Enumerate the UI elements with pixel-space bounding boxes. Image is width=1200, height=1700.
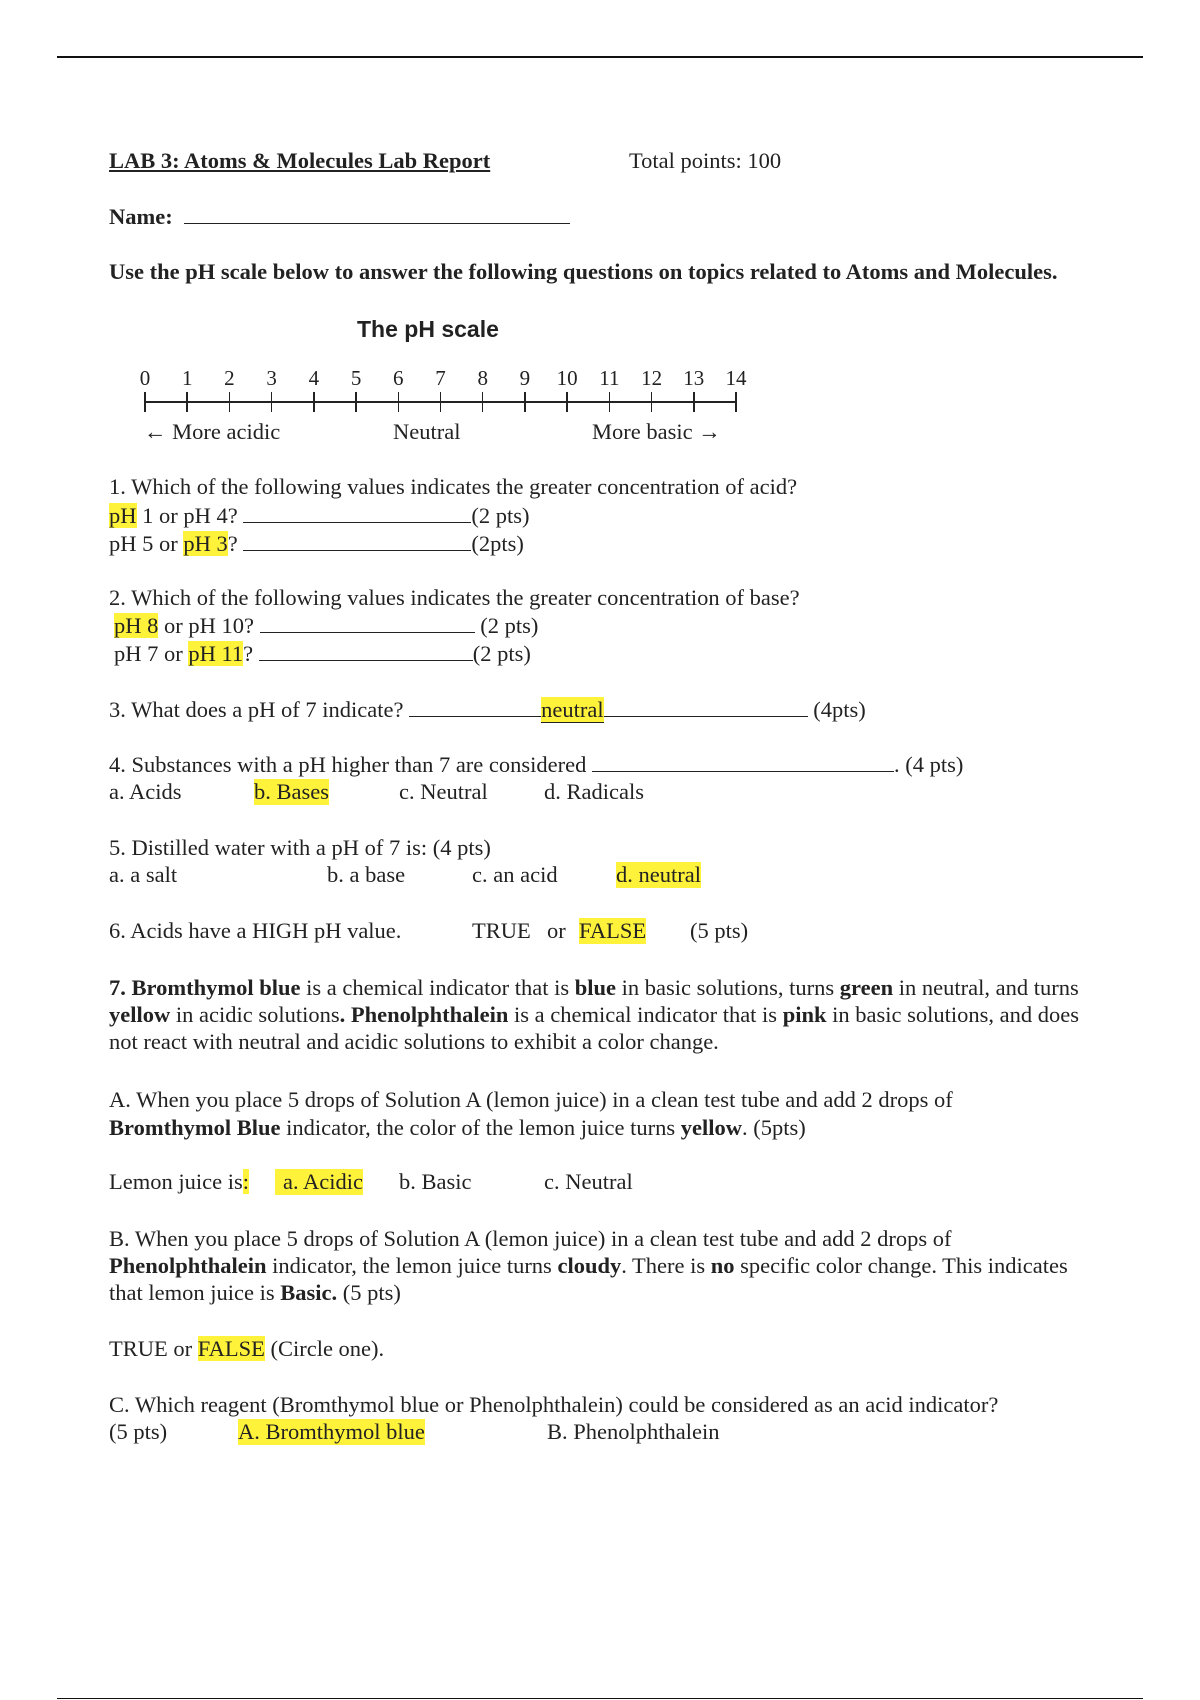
q4-pts: . (4 pts) bbox=[894, 752, 964, 777]
q1-row2-qmark: ? bbox=[227, 531, 238, 556]
q7-green: green bbox=[839, 975, 894, 1000]
qA-option-c[interactable]: c. Neutral bbox=[544, 1169, 633, 1194]
q2-row2-answer-line[interactable] bbox=[259, 640, 473, 661]
q4-row bbox=[109, 751, 963, 778]
qC-prompt: C. Which reagent (Bromthymol blue or Phenolphthalein) could be considered as an acid indicator? bbox=[109, 1392, 999, 1417]
q4-prompt: 4. Substances with a pH higher than 7 are considered bbox=[109, 752, 587, 777]
ph-scale-number: 10 bbox=[556, 366, 578, 390]
qC-option-a[interactable]: A. Bromthymol blue bbox=[238, 1419, 425, 1444]
q6-false[interactable]: FALSE bbox=[579, 918, 647, 943]
q1-row1-text: 1 or pH 4? bbox=[136, 503, 238, 528]
q3-answer: neutral bbox=[541, 697, 604, 722]
ph-scale-tick bbox=[609, 392, 611, 412]
ph-scale-tick bbox=[355, 392, 357, 412]
qC-option-b[interactable]: B. Phenolphthalein bbox=[547, 1419, 720, 1444]
ph-scale-number: 3 bbox=[266, 366, 277, 390]
ph-scale-right-label: More basic → bbox=[592, 419, 721, 444]
q2-row2-highlight: pH 11 bbox=[188, 641, 244, 666]
q7-text-4: in acidic solutions bbox=[170, 1002, 340, 1027]
qB-text-5: (5 pts) bbox=[337, 1280, 401, 1305]
qA-text-3: . (5pts) bbox=[741, 1115, 806, 1140]
q1-row1-answer-line[interactable] bbox=[243, 502, 471, 523]
q1-row2-text: pH 5 or bbox=[109, 531, 184, 556]
qB-phenolphthalein: Phenolphthalein bbox=[109, 1253, 267, 1278]
q2-row1-highlight: pH 8 bbox=[114, 613, 159, 638]
top-rule bbox=[57, 56, 1143, 58]
q3-pts: (4pts) bbox=[813, 697, 866, 722]
q2-row1 bbox=[114, 612, 538, 639]
ph-scale-number: 1 bbox=[181, 366, 193, 390]
q1-prompt: 1. Which of the following values indicates the greater concentration of acid? bbox=[109, 474, 798, 499]
q7-text-2: in basic solutions, turns bbox=[616, 975, 840, 1000]
ph-scale-title: The pH scale bbox=[357, 316, 499, 342]
q5-prompt: 5. Distilled water with a pH of 7 is: (4 pts) bbox=[109, 835, 491, 860]
name-label-text: Name: bbox=[109, 204, 173, 229]
ph-scale-center-label: Neutral bbox=[393, 419, 461, 444]
ph-scale-number: 5 bbox=[350, 366, 362, 390]
qA-paragraph bbox=[109, 1086, 1039, 1142]
name-label bbox=[109, 203, 570, 230]
qA-option-b[interactable]: b. Basic bbox=[399, 1169, 472, 1194]
ph-scale-number: 6 bbox=[393, 366, 404, 390]
ph-scale-number: 9 bbox=[519, 366, 531, 390]
qA-yellow: yellow bbox=[680, 1115, 742, 1140]
q5-option-c[interactable]: c. an acid bbox=[472, 862, 558, 887]
instructions: Use the pH scale below to answer the following questions on topics related to Atoms and Molecules. bbox=[109, 259, 1058, 284]
q1-row1 bbox=[109, 502, 529, 529]
q7-period: . bbox=[339, 1002, 346, 1027]
ph-scale-tick bbox=[566, 392, 568, 412]
q3-answer-line-left[interactable] bbox=[409, 696, 541, 717]
ph-scale-tick bbox=[482, 392, 484, 412]
qB-no: no bbox=[710, 1253, 735, 1278]
q6-or: or bbox=[547, 918, 566, 943]
q1-row2-highlight: pH 3 bbox=[183, 531, 228, 556]
page-title: LAB 3: Atoms & Molecules Lab Report bbox=[109, 148, 491, 173]
q1-row1-pts: (2 pts) bbox=[471, 503, 530, 528]
qB-false[interactable]: FALSE bbox=[197, 1336, 265, 1361]
q7-paragraph bbox=[109, 974, 1109, 1055]
ph-scale-tick bbox=[271, 392, 273, 412]
q7-text-3: in neutral, and turns bbox=[893, 975, 1079, 1000]
ph-scale-tick bbox=[313, 392, 315, 412]
q3-answer-line-right[interactable] bbox=[604, 696, 808, 717]
ph-scale-number: 4 bbox=[308, 366, 320, 390]
ph-scale-number: 2 bbox=[224, 366, 235, 390]
qB-answer-note: (Circle one). bbox=[264, 1336, 385, 1361]
qA-text-1: A. When you place 5 drops of Solution A (lemon juice) in a clean test tube and add 2 drops of bbox=[109, 1087, 953, 1112]
total-points: Total points: 100 bbox=[629, 148, 782, 173]
q6-pts: (5 pts) bbox=[690, 918, 749, 943]
qA-answer-row bbox=[109, 1169, 249, 1195]
q2-row2-text: pH 7 or bbox=[114, 641, 189, 666]
q5-option-b[interactable]: b. a base bbox=[327, 862, 406, 887]
name-input-line[interactable] bbox=[184, 203, 570, 224]
q5-option-a[interactable]: a. a salt bbox=[109, 862, 178, 887]
q3-row bbox=[109, 696, 866, 723]
q7-phenolphthalein: Phenolphthalein bbox=[350, 1002, 509, 1027]
qB-text-1: B. When you place 5 drops of Solution A (lemon juice) in a clean test tube and add 2 drops of bbox=[109, 1226, 952, 1251]
ph-scale-tick bbox=[735, 392, 737, 412]
ph-scale-tick bbox=[229, 392, 231, 412]
ph-scale-tick bbox=[651, 392, 653, 412]
q4-answer-line[interactable] bbox=[592, 751, 894, 772]
ph-scale-number: 7 bbox=[435, 366, 446, 390]
ph-scale-number: 11 bbox=[599, 366, 620, 390]
qB-text-4: specific color change. This indicates that lemon juice is bbox=[109, 1253, 1068, 1305]
q7-yellow: yellow bbox=[109, 1002, 171, 1027]
q7-bromthymol: Bromthymol blue bbox=[131, 975, 301, 1000]
ph-scale-number: 12 bbox=[641, 366, 663, 390]
qB-paragraph bbox=[109, 1225, 1069, 1306]
q1-row2-pts: (2pts) bbox=[471, 531, 524, 556]
ph-scale-tick bbox=[693, 392, 695, 412]
ph-scale-tick bbox=[398, 392, 400, 412]
q3-prompt: 3. What does a pH of 7 indicate? bbox=[109, 697, 404, 722]
q1-row2 bbox=[109, 530, 524, 557]
q1-row2-answer-line[interactable] bbox=[243, 530, 471, 551]
q4-option-b[interactable]: b. Bases bbox=[254, 779, 329, 804]
ph-scale-tick bbox=[144, 392, 146, 412]
q2-row2 bbox=[114, 640, 531, 667]
ph-scale-number: 0 bbox=[139, 366, 151, 390]
q6-prompt: 6. Acids have a HIGH pH value. bbox=[109, 918, 402, 943]
q7-text-1: is a chemical indicator that is bbox=[300, 975, 575, 1000]
q2-row1-pts: (2 pts) bbox=[480, 613, 539, 638]
qA-text-2: indicator, the color of the lemon juice turns bbox=[280, 1115, 681, 1140]
qB-answer-row bbox=[109, 1336, 384, 1362]
q2-prompt: 2. Which of the following values indicates the greater concentration of base? bbox=[109, 585, 800, 610]
q2-row1-answer-line[interactable] bbox=[260, 612, 475, 633]
q4-option-d[interactable]: d. Radicals bbox=[544, 779, 644, 804]
q4-option-c[interactable]: c. Neutral bbox=[399, 779, 488, 804]
ph-scale-tick bbox=[524, 392, 526, 412]
ph-scale-number: 14 bbox=[725, 366, 747, 390]
q7-text-7: in basic solutions, and does not react with neutral and acidic solutions to exhibit a color change. bbox=[109, 1002, 1079, 1054]
q2-row2-pts: (2 pts) bbox=[472, 641, 531, 666]
qB-text-2: indicator, the lemon juice turns bbox=[266, 1253, 558, 1278]
q6-true[interactable]: TRUE bbox=[472, 918, 531, 943]
q1-row1-highlight: pH bbox=[109, 503, 137, 528]
q7-blue: blue bbox=[574, 975, 617, 1000]
q5-option-d[interactable]: d. neutral bbox=[616, 862, 701, 887]
q4-option-a[interactable]: a. Acids bbox=[109, 779, 182, 804]
ph-scale-number: 8 bbox=[477, 366, 488, 390]
ph-scale-left-label: ← More acidic bbox=[144, 419, 281, 444]
q2-row2-qmark: ? bbox=[243, 641, 254, 666]
ph-scale-tick bbox=[186, 392, 188, 412]
q7-text-6: is a chemical indicator that is bbox=[508, 1002, 783, 1027]
qB-text-3: . There is bbox=[621, 1253, 711, 1278]
qB-basic: Basic. bbox=[280, 1280, 338, 1305]
ph-scale-number: 13 bbox=[683, 366, 705, 390]
q7-pink: pink bbox=[782, 1002, 827, 1027]
q2-row1-text: or pH 10? bbox=[158, 613, 254, 638]
qB-true[interactable]: TRUE or bbox=[109, 1336, 198, 1361]
qA-option-a[interactable]: a. Acidic bbox=[275, 1169, 363, 1195]
q7-num: 7. bbox=[109, 975, 126, 1000]
qA-answer-label: Lemon juice is bbox=[109, 1169, 243, 1194]
bottom-rule bbox=[57, 1698, 1143, 1699]
qA-answer-colon: : bbox=[242, 1169, 249, 1194]
qC-pts: (5 pts) bbox=[109, 1419, 168, 1444]
qA-bromthymol: Bromthymol Blue bbox=[109, 1115, 281, 1140]
ph-scale-tick bbox=[440, 392, 442, 412]
qB-cloudy: cloudy bbox=[557, 1253, 622, 1278]
